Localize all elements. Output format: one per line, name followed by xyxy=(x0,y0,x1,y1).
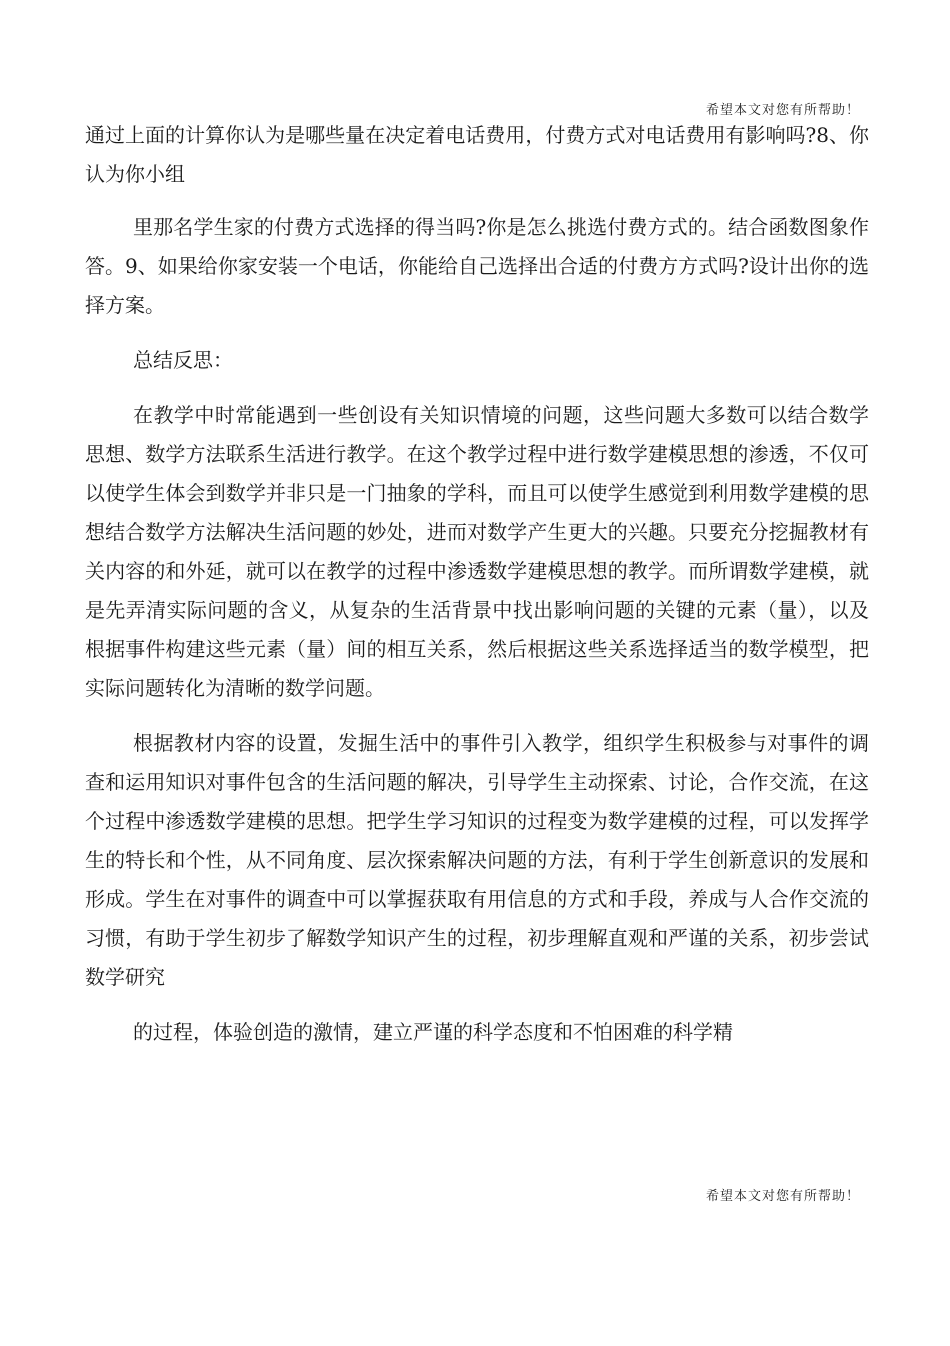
paragraph-2: 里那名学生家的付费方式选择的得当吗?你是怎么挑选付费方式的。结合函数图象作答。9、如果给你家安装一个电话，你能给自己选择出合适的付费方方式吗?设计出你的选择方案。 xyxy=(85,215,869,317)
paragraph-5: 的过程，体验创造的激情，建立严谨的科学态度和不怕困难的科学精 xyxy=(133,1020,733,1044)
footer-note: 希望本文对您有所帮助！ xyxy=(705,1189,860,1204)
document-body xyxy=(85,116,869,1068)
paragraph-3: 在教学中时常能遇到一些创设有关知识情境的问题，这些问题大多数可以结合数学思想、数学方法联系生活进行教学。在这个教学过程中进行数学建模思想的渗透，不仅可以使学生体会到数学并非只是一门抽象的学科，而且可以使学生感觉到利用数学建模的思想结合数学方法解决生活问题的妙处，进而对数学产生更大的兴趣。只要充分挖掘教材有关内容的和外延，就可以在教学的过程中渗透数学建模思想的教学。而所谓数学建模，就是先弄清实际问题的含义，从复杂的生活背景中找出影响问题的关键的元素（量），以及根据事件构建这些元素（量）间的相互关系，然后根据这些关系选择适当的数学模型，把实际问题转化为清晰的数学问题。 xyxy=(85,403,869,700)
header-note: 希望本文对您有所帮助！ xyxy=(705,103,860,118)
section-heading-summary: 总结反思： xyxy=(133,348,233,372)
paragraph-1: 通过上面的计算你认为是哪些量在决定着电话费用，付费方式对电话费用有影响吗?8、你认为你小组 xyxy=(85,123,869,186)
paragraph-4: 根据教材内容的设置，发掘生活中的事件引入教学，组织学生积极参与对事件的调查和运用知识对事件包含的生活问题的解决，引导学生主动探索、讨论，合作交流，在这个过程中渗透数学建模的思想。把学生学习知识的过程变为数学建模的过程，可以发挥学生的特长和个性，从不同角度、层次探索解决问题的方法，有利于学生创新意识的发展和形成。学生在对事件的调查中可以掌握获取有用信息的方式和手段，养成与人合作交流的习惯，有助于学生初步了解数学知识产生的过程，初步理解直观和严谨的关系，初步尝试数学研究 xyxy=(85,731,869,989)
